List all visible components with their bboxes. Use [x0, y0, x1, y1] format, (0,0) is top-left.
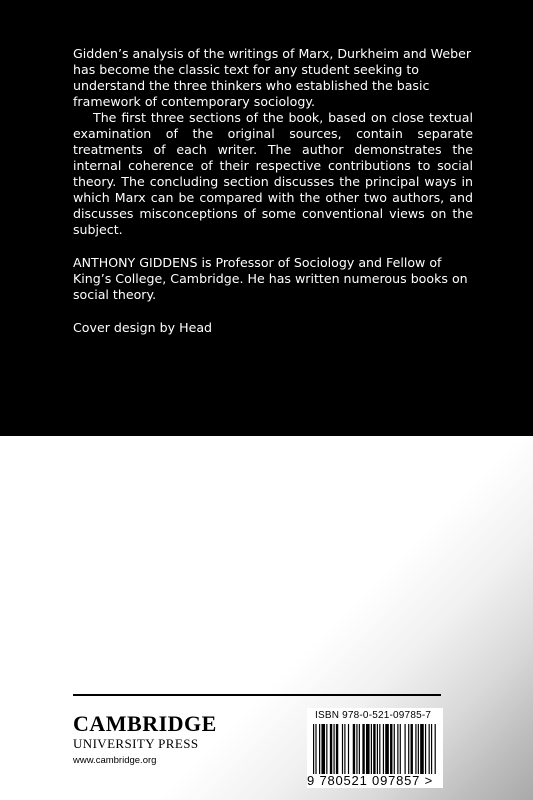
- barcode-bar: [400, 724, 401, 774]
- barcode-bar: [383, 724, 384, 774]
- barcode-bar: [315, 724, 316, 774]
- barcode-icon: [313, 724, 437, 774]
- blurb-paragraph-1: Gidden’s analysis of the writings of Marx, Durkheim and Weber has become the classic text for any student seeking to understand the three thinkers who established the basic framework of contemporary sociology.: [73, 46, 472, 109]
- cover-credit: Cover design by Head: [73, 320, 213, 335]
- barcode-bar: [435, 724, 436, 774]
- barcode-bar: [385, 724, 389, 774]
- barcode-bar: [394, 724, 395, 774]
- blurb-text: [73, 46, 473, 336]
- barcode-bar: [342, 724, 343, 774]
- barcode-bar: [377, 724, 378, 774]
- barcode-bar: [313, 724, 314, 774]
- barcode-bar: [420, 724, 424, 774]
- barcode-area: [307, 708, 443, 788]
- publisher-logo: [73, 712, 217, 768]
- barcode-bar: [418, 724, 419, 774]
- barcode-bar: [390, 724, 392, 774]
- barcode-bar: [397, 724, 398, 774]
- barcode-bar: [371, 724, 372, 774]
- horizontal-rule: [73, 694, 441, 696]
- barcode-bar: [362, 724, 364, 774]
- barcode-bar: [321, 724, 325, 774]
- barcode-bar: [359, 724, 360, 774]
- barcode-digits: 9 780521 097857 >: [307, 773, 434, 788]
- barcode-bar: [356, 724, 357, 774]
- barcode-bar: [425, 724, 426, 774]
- publisher-subtitle: UNIVERSITY PRESS: [73, 736, 199, 751]
- barcode-bar: [348, 724, 349, 774]
- blurb-paragraph-2: The first three sections of the book, based on close textual examination of the original sources, contain separate treatments of each writer. The author demonstrates the internal coherence of their respective contributions to social theory. The concluding section discusses the principal ways in which Marx can be compared with the other two authors, and discusses misconceptions of some conventional views on the subject.: [73, 110, 473, 237]
- barcode-bar: [405, 724, 406, 774]
- barcode-bar: [326, 724, 327, 774]
- barcode-bar: [366, 724, 370, 774]
- barcode-bar: [429, 724, 430, 774]
- barcode-bar: [353, 724, 355, 774]
- publisher-website: www.cambridge.org: [73, 755, 157, 766]
- barcode-bar: [344, 724, 345, 774]
- barcode-bar: [373, 724, 375, 774]
- barcode-bar: [319, 724, 320, 774]
- barcode-bar: [330, 724, 332, 774]
- barcode-bar: [379, 724, 380, 774]
- isbn-label: ISBN 978-0-521-09785-7: [315, 710, 432, 721]
- barcode-bar: [411, 724, 413, 774]
- barcode-bar: [415, 724, 416, 774]
- barcode-bar: [408, 724, 409, 774]
- barcode-bar: [431, 724, 432, 774]
- author-bio: ANTHONY GIDDENS is Professor of Sociology and Fellow of King’s College, Cambridge. He has written numerous books on social theory.: [73, 255, 468, 302]
- barcode-bar: [333, 724, 334, 774]
- publisher-name: CAMBRIDGE: [73, 711, 217, 736]
- barcode-bar: [336, 724, 338, 774]
